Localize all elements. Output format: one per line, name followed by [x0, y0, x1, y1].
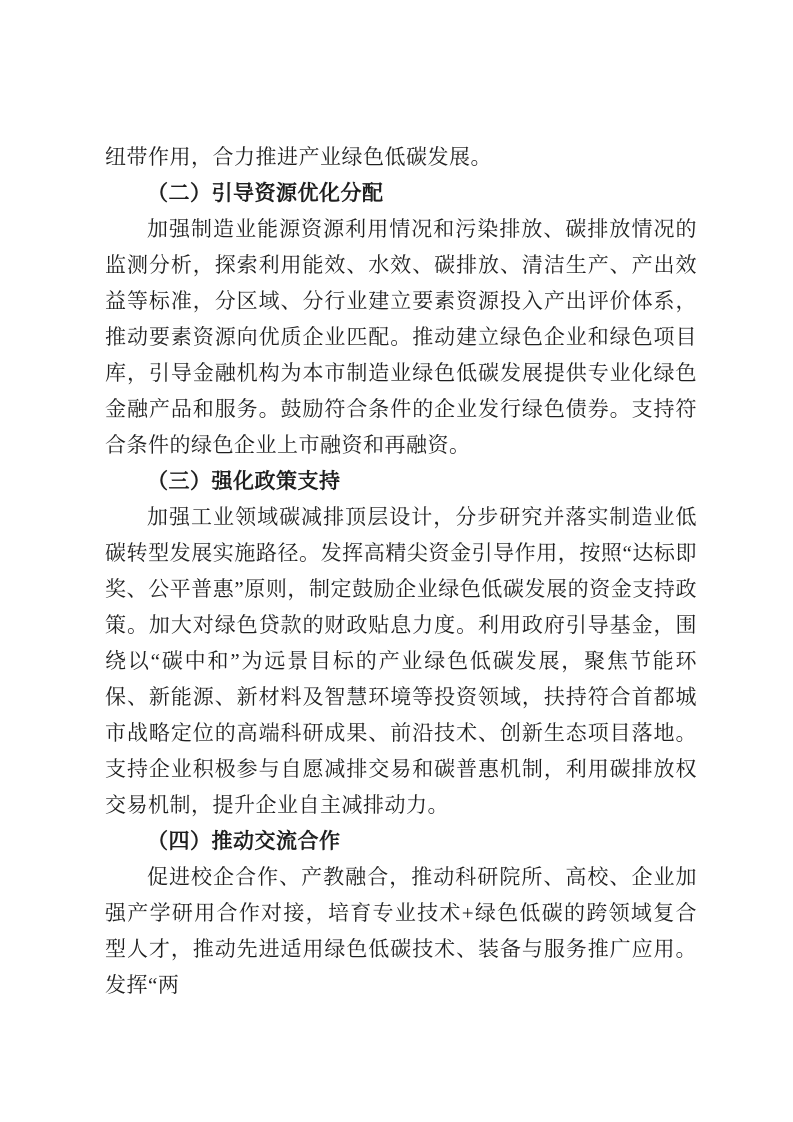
section-heading: （二）引导资源优化分配 [147, 181, 384, 205]
section-heading: （三）强化政策支持 [147, 469, 341, 493]
paragraph: 加强制造业能源资源利用情况和污染排放、碳排放情况的监测分析，探索利用能效、水效、碳排放、清洁生产、产出效益等标准，分区域、分行业建立要素资源投入产出评价体系，推动要素资源向优质企业匹配。推动建立绿色企业和绿色项目库，引导金融机构为本市制造业绿色低碳发展提供专业化绿色金融产品和服务。鼓励符合条件的企业发行绿色债券。支持符合条件的绿色企业上市融资和再融资。 [105, 217, 697, 457]
section-heading: （四）推动交流合作 [147, 829, 341, 853]
document-body [105, 139, 697, 1003]
paragraph: 加强工业领域碳减排顶层设计，分步研究并落实制造业低碳转型发展实施路径。发挥高精尖资金引导作用，按照“达标即奖、公平普惠”原则，制定鼓励企业绿色低碳发展的资金支持政策。加大对绿色贷款的财政贴息力度。利用政府引导基金，围绕以“碳中和”为远景目标的产业绿色低碳发展，聚焦节能环保、新能源、新材料及智慧环境等投资领域，扶持符合首都城市战略定位的高端科研成果、前沿技术、创新生态项目落地。支持企业积极参与自愿减排交易和碳普惠机制，利用碳排放权交易机制，提升企业自主减排动力。 [105, 505, 697, 817]
paragraph: 纽带作用，合力推进产业绿色低碳发展。 [105, 145, 492, 169]
paragraph: 促进校企合作、产教融合，推动科研院所、高校、企业加强产学研用合作对接，培育专业技术+绿色低碳的跨领域复合型人才，推动先进适用绿色低碳技术、装备与服务推广应用。发挥“两 [105, 865, 697, 997]
